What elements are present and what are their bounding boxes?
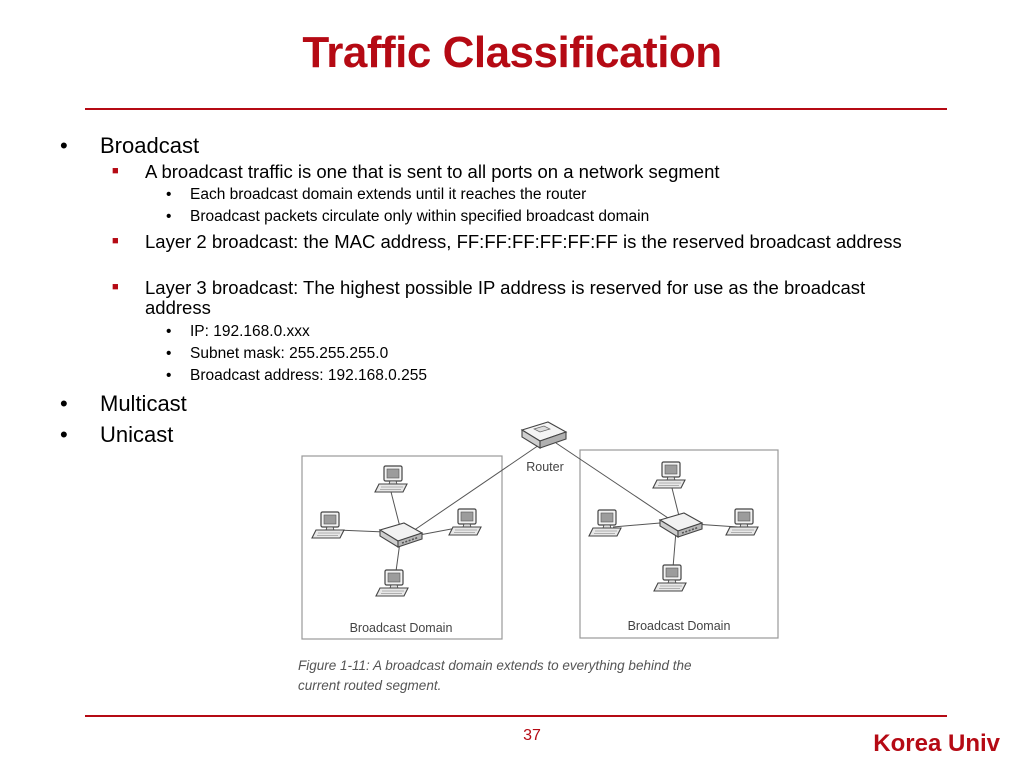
subpoint-text: Broadcast address: 192.168.0.255: [190, 367, 427, 384]
subpoint-text: Each broadcast domain extends until it reaches the router: [190, 186, 587, 203]
bullet-broadcast-label: Broadcast: [100, 133, 200, 158]
bullet-dot: •: [166, 367, 172, 384]
square-bullet: ■: [112, 281, 119, 293]
title-divider: [85, 108, 947, 110]
subpoint-text: Broadcast packets circulate only within specified broadcast domain: [190, 208, 650, 225]
footer-institution: Korea Univ: [873, 730, 1000, 757]
broadcast-domain-right-label: Broadcast Domain: [627, 619, 731, 633]
slide-title: Traffic Classification: [302, 28, 722, 77]
point-text: Layer 3 broadcast: The highest possible IP address is reserved for use as the broadcast address: [145, 277, 866, 318]
bullet-unicast-label: Unicast: [100, 422, 174, 447]
bullet-dot: •: [166, 208, 172, 225]
bullet-dot: •: [60, 391, 68, 416]
bullet-dot: •: [166, 323, 172, 340]
figure-caption-line2: current routed segment.: [298, 678, 442, 693]
subpoint-text: Subnet mask: 255.255.255.0: [190, 345, 389, 362]
square-bullet: ■: [112, 165, 119, 177]
bullet-dot: •: [60, 133, 68, 158]
broadcast-domain-left-label: Broadcast Domain: [349, 621, 453, 635]
broadcast-domain-figure: [295, 415, 785, 700]
bullet-dot: •: [166, 186, 172, 203]
footer-divider: [85, 715, 947, 717]
point-text: Layer 2 broadcast: the MAC address, FF:FF:FF:FF:FF:FF is the reserved broadcast address: [145, 231, 902, 252]
subpoint-text: IP: 192.168.0.xxx: [190, 323, 310, 340]
page-number: 37: [523, 727, 541, 744]
point-text: A broadcast traffic is one that is sent to all ports on a network segment: [145, 161, 720, 182]
router-icon: [522, 422, 566, 448]
bullet-dot: •: [166, 345, 172, 362]
router-label: Router: [526, 460, 564, 474]
bullet-dot: •: [60, 422, 68, 447]
broadcast-domain-right-box: [580, 450, 778, 638]
figure-caption-line1: Figure 1-11: A broadcast domain extends to everything behind the: [298, 658, 692, 673]
square-bullet: ■: [112, 235, 119, 247]
bullet-multicast-label: Multicast: [100, 391, 187, 416]
